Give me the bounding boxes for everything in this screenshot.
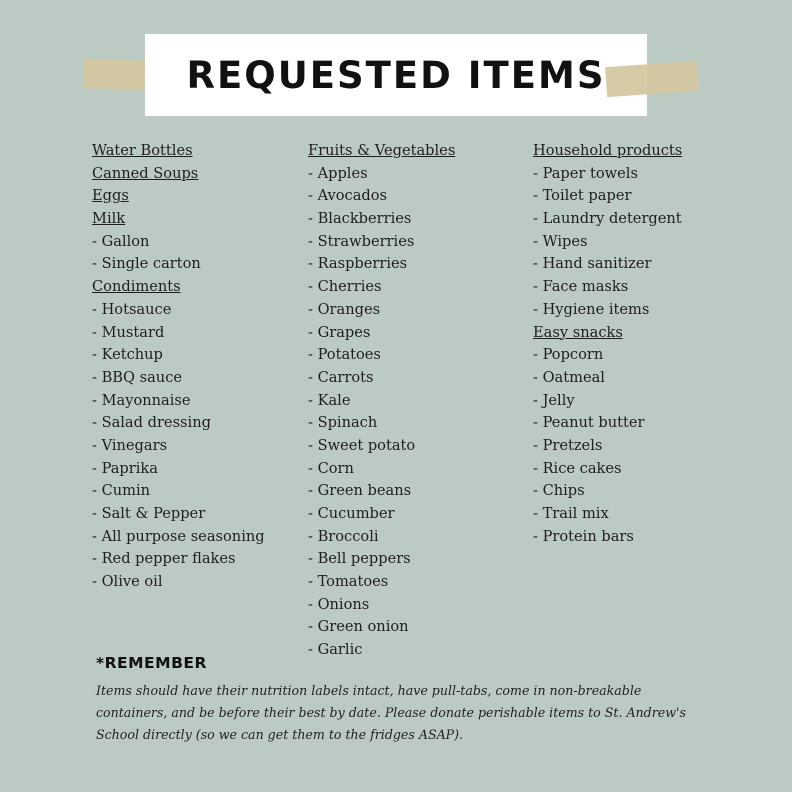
list-item: - Pretzels — [533, 436, 603, 454]
list-item: - Green beans — [308, 482, 412, 500]
list-item: - Hand sanitizer — [533, 255, 652, 273]
list-item: - Vinegars — [92, 436, 168, 454]
list-item: - Single carton — [92, 255, 201, 273]
list-item: - Oranges — [308, 300, 381, 318]
list-item: - Corn — [308, 459, 354, 477]
list-item: - Blackberries — [308, 210, 412, 228]
list-item: - Toilet paper — [533, 187, 632, 205]
list-item: - Trail mix — [533, 505, 609, 522]
list-item: - Salad dressing — [92, 414, 211, 432]
list-item: - Cumin — [92, 482, 151, 500]
list-item: - Onions — [308, 595, 370, 613]
list-item: - Tomatoes — [308, 573, 389, 591]
list-item: - Salt & Pepper — [92, 505, 206, 522]
list-item: - Green onion — [308, 618, 409, 636]
list-item: - Red pepper flakes — [92, 550, 236, 568]
list-item: - Broccoli — [308, 527, 379, 545]
list-item: - Potatoes — [308, 346, 381, 364]
remember-heading: *REMEMBER — [96, 654, 207, 672]
list-item: - Cherries — [308, 278, 382, 296]
list-item: - Protein bars — [533, 527, 634, 545]
category-heading: Eggs — [92, 187, 129, 205]
list-item: - Hotsauce — [92, 300, 172, 318]
list-item: - Hygiene items — [533, 300, 650, 318]
list-item: - All purpose seasoning — [92, 527, 265, 545]
list-item: - Strawberries — [308, 232, 415, 250]
remember-note: Items should have their nutrition labels intact, have pull-tabs, come in non-breakable containers, and be before their best by date. Please donate perishable items to St. Andrew's School directly (so we can get them to the fridges ASAP). — [96, 683, 686, 742]
list-item: - Oatmeal — [533, 368, 605, 386]
list-item: - Laundry detergent — [533, 210, 682, 228]
list-item: - Paper towels — [533, 164, 638, 182]
items-column-2 — [308, 140, 455, 662]
category-heading: Water Bottles — [92, 142, 193, 159]
list-item: - Grapes — [308, 323, 371, 341]
list-item: - Sweet potato — [308, 436, 416, 454]
list-item: - Chips — [533, 482, 585, 500]
list-item: - Face masks — [533, 278, 629, 296]
list-item: - Popcorn — [533, 346, 604, 364]
list-item: - Mayonnaise — [92, 391, 191, 409]
category-heading: Canned Soups — [92, 164, 199, 182]
items-column-3 — [533, 140, 682, 548]
category-heading: Fruits & Vegetables — [308, 142, 456, 159]
list-item: - Spinach — [308, 414, 378, 432]
category-heading: Condiments — [92, 278, 181, 296]
title-banner — [145, 34, 647, 116]
list-item: - Cucumber — [308, 505, 395, 522]
list-item: - Garlic — [308, 641, 363, 659]
tape-strip-right — [605, 61, 699, 97]
list-item: - BBQ sauce — [92, 368, 183, 386]
list-item: - Olive oil — [92, 573, 163, 591]
list-item: - Ketchup — [92, 346, 163, 364]
category-heading: Household products — [533, 142, 683, 159]
page-title: REQUESTED ITEMS — [186, 53, 606, 97]
list-item: - Apples — [308, 164, 368, 182]
list-item: - Avocados — [308, 187, 388, 205]
category-heading: Milk — [92, 210, 126, 228]
list-item: - Wipes — [533, 232, 588, 250]
list-item: - Raspberries — [308, 255, 408, 273]
list-item: - Rice cakes — [533, 459, 622, 477]
list-item: - Paprika — [92, 459, 158, 477]
list-item: - Carrots — [308, 368, 374, 386]
list-item: - Mustard — [92, 323, 165, 341]
list-item: - Gallon — [92, 232, 150, 250]
items-column-1 — [92, 140, 265, 594]
category-heading: Easy snacks — [533, 323, 623, 341]
list-item: - Peanut butter — [533, 414, 645, 432]
list-item: - Bell peppers — [308, 550, 411, 568]
list-item: - Jelly — [533, 391, 575, 409]
list-item: - Kale — [308, 391, 351, 409]
